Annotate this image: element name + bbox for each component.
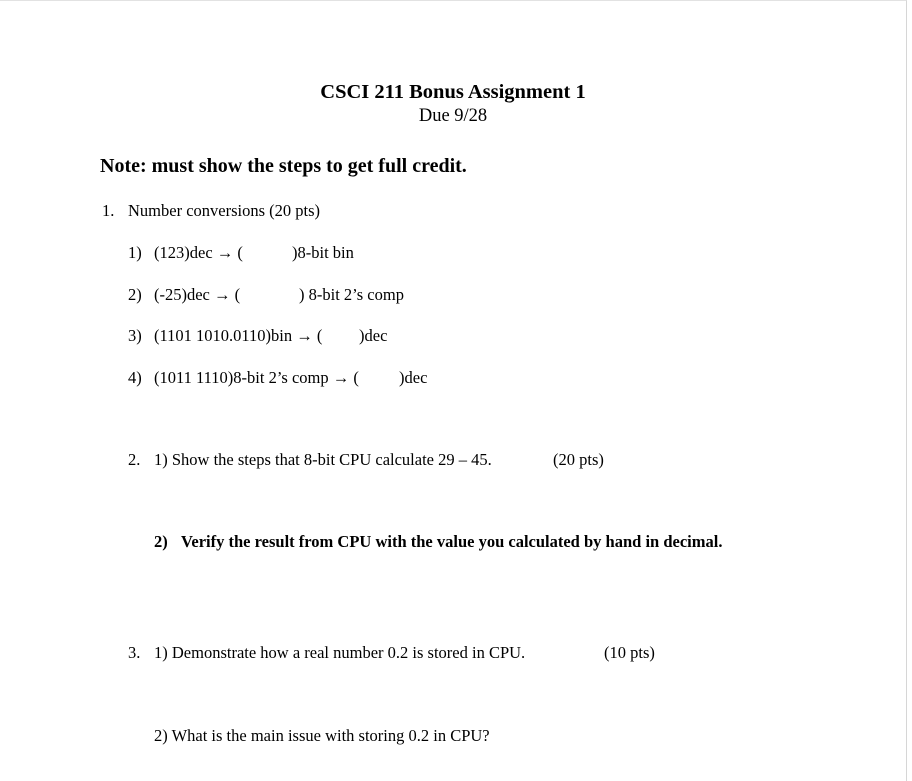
q1-item-target: ) 8-bit 2’s comp bbox=[299, 285, 404, 304]
question-1-number: 1. bbox=[102, 201, 115, 220]
q1-item-number: 3) bbox=[128, 326, 142, 345]
document-title: CSCI 211 Bonus Assignment 1 bbox=[320, 81, 586, 103]
due-date: Due 9/28 bbox=[418, 106, 488, 126]
question-2-points: (20 pts) bbox=[553, 450, 604, 469]
question-3-points: (10 pts) bbox=[604, 643, 655, 662]
q1-item-number: 1) bbox=[128, 243, 142, 262]
question-2-part-2-number: 2) bbox=[154, 532, 168, 551]
question-3-part-1: 1) Demonstrate how a real number 0.2 is stored in CPU. bbox=[154, 643, 526, 662]
question-2-part-1: 1) Show the steps that 8-bit CPU calculate 29 – 45. bbox=[154, 450, 492, 469]
q1-item-number: 4) bbox=[128, 368, 142, 387]
question-2-number: 2. bbox=[128, 450, 141, 469]
q1-item-target: )dec bbox=[359, 326, 388, 345]
question-2-part-2: Verify the result from CPU with the value you calculated by hand in decimal. bbox=[181, 532, 723, 551]
q1-item-expression: (1101 1010.0110)bin → ( bbox=[154, 326, 323, 345]
q1-item-target: )dec bbox=[399, 368, 428, 387]
q1-item-expression: (-25)dec → ( bbox=[154, 285, 241, 304]
question-3-part-2: 2) What is the main issue with storing 0.2 in CPU? bbox=[154, 726, 490, 745]
question-1-heading: Number conversions (20 pts) bbox=[128, 201, 321, 220]
q1-item-expression: (1011 1110)8-bit 2’s comp → ( bbox=[154, 368, 359, 387]
q1-item-expression: (123)dec → ( bbox=[154, 243, 243, 262]
q1-item-number: 2) bbox=[128, 285, 142, 304]
q1-item-target: )8-bit bin bbox=[292, 243, 354, 262]
question-3-number: 3. bbox=[128, 643, 141, 662]
note-text: Note: must show the steps to get full credit. bbox=[100, 155, 467, 177]
